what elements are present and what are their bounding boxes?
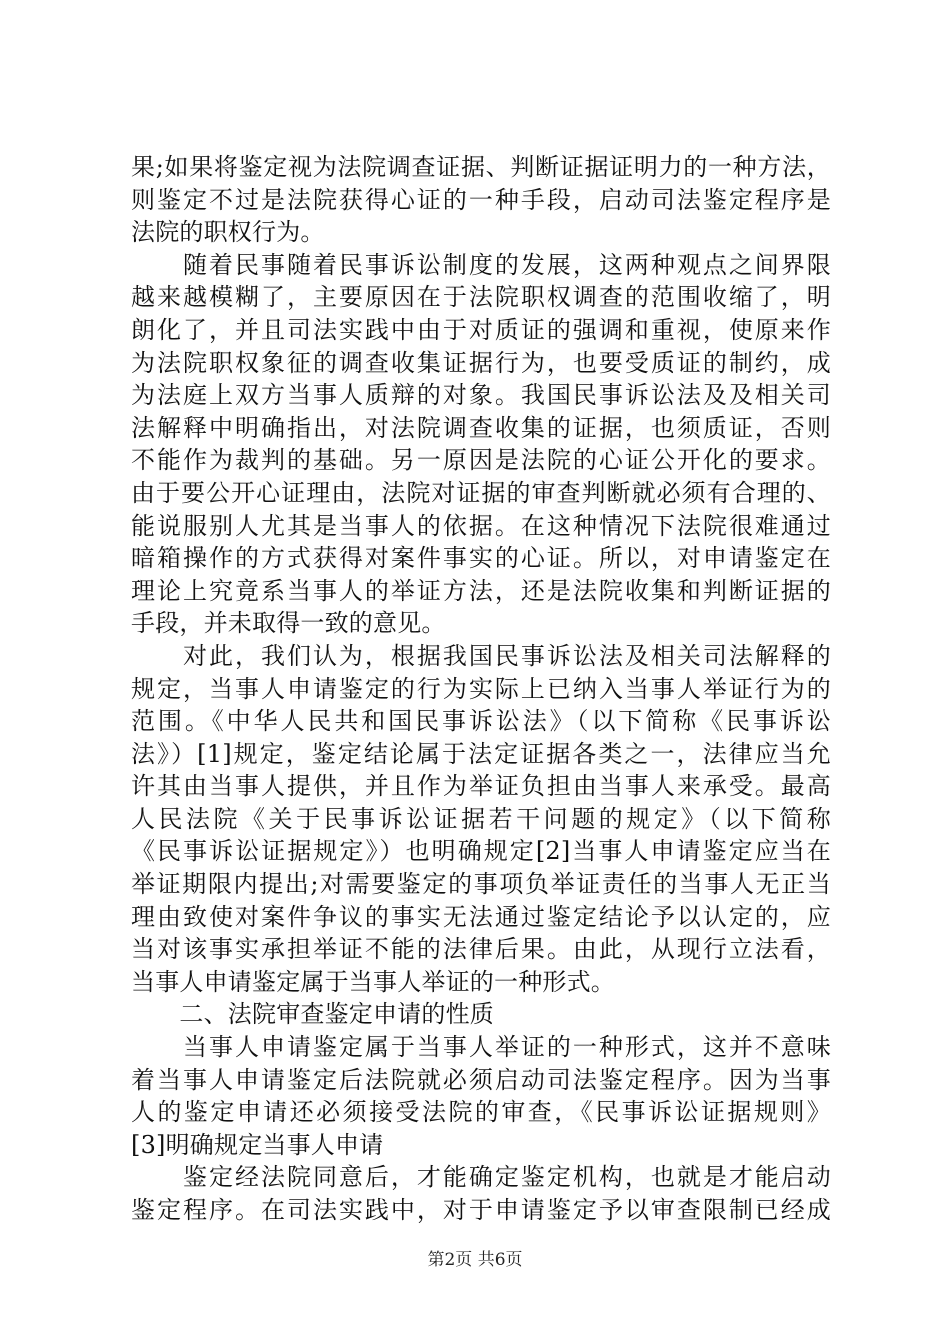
text-line: 当对该事实承担举证不能的法律后果。由此，从现行立法看， — [131, 935, 831, 964]
text-line: 手段，并未取得一致的意见。 — [131, 609, 446, 638]
text-line: 举证期限内提出;对需要鉴定的事项负举证责任的当事人无正当 — [131, 870, 831, 899]
text-line: 人民法院《关于民事诉讼证据若干问题的规定》（以下简称 — [131, 804, 831, 833]
text-line: 为法庭上双方当事人质辩的对象。我国民事诉讼法及及相关司 — [131, 381, 831, 410]
text-line: 法院的职权行为。 — [131, 218, 325, 247]
text-line: 法解释中明确指出，对法院调查收集的证据，也须质证，否则 — [131, 413, 831, 442]
text-line: 当事人申请鉴定属于当事人举证的一种形式，这并不意味 — [131, 1033, 831, 1062]
text-line: 对此，我们认为，根据我国民事诉讼法及相关司法解释的 — [131, 641, 831, 670]
text-line: [3]明确规定当事人申请 — [131, 1130, 384, 1159]
text-line: 由于要公开心证理由，法院对证据的审查判断就必须有合理的、 — [131, 478, 831, 507]
text-line: 则鉴定不过是法院获得心证的一种手段，启动司法鉴定程序是 — [131, 185, 831, 214]
text-line: 越来越模糊了，主要原因在于法院职权调查的范围收缩了，明 — [131, 283, 831, 312]
text-line: 着当事人申请鉴定后法院就必须启动司法鉴定程序。因为当事 — [131, 1065, 831, 1094]
page-footer: 第2页 共6页 — [427, 1250, 523, 1270]
text-line: 人的鉴定申请还必须接受法院的审查，《民事诉讼证据规则》 — [131, 1098, 831, 1127]
text-line: 鉴定程序。在司法实践中，对于申请鉴定予以审查限制已经成 — [131, 1196, 831, 1224]
text-line: 不能作为裁判的基础。另一原因是法院的心证公开化的要求。 — [131, 446, 831, 475]
text-line: 果;如果将鉴定视为法院调查证据、判断证据证明力的一种方法， — [131, 153, 831, 181]
section-heading: 二、法院审查鉴定申请的性质 — [131, 1000, 494, 1029]
text-line: 《民事诉讼证据规定》）也明确规定[2]当事人申请鉴定应当在 — [131, 837, 831, 866]
text-line: 范围。《中华人民共和国民事诉讼法》（以下简称《民事诉讼 — [131, 707, 831, 736]
text-line: 规定，当事人申请鉴定的行为实际上已纳入当事人举证行为的 — [131, 674, 831, 703]
text-line: 法》）[1]规定，鉴定结论属于法定证据各类之一，法律应当允 — [131, 739, 831, 768]
body-text — [131, 151, 831, 1227]
text-line: 暗箱操作的方式获得对案件事实的心证。所以，对申请鉴定在 — [131, 544, 831, 573]
text-line: 随着民事随着民事诉讼制度的发展，这两种观点之间界限 — [131, 250, 831, 279]
text-line: 理论上究竟系当事人的举证方法，还是法院收集和判断证据的 — [131, 576, 831, 605]
text-line: 为法院职权象征的调查收集证据行为，也要受质证的制约，成 — [131, 348, 831, 377]
text-line: 当事人申请鉴定属于当事人举证的一种形式。 — [131, 967, 615, 996]
text-line: 理由致使对案件争议的事实无法通过鉴定结论予以认定的，应 — [131, 902, 831, 931]
text-line: 能说服别人尤其是当事人的依据。在这种情况下法院很难通过 — [131, 511, 831, 540]
text-line: 许其由当事人提供，并且作为举证负担由当事人来承受。最高 — [131, 772, 831, 801]
text-line: 鉴定经法院同意后，才能确定鉴定机构，也就是才能启动 — [131, 1163, 831, 1192]
text-line: 朗化了，并且司法实践中由于对质证的强调和重视，使原来作 — [131, 315, 831, 344]
